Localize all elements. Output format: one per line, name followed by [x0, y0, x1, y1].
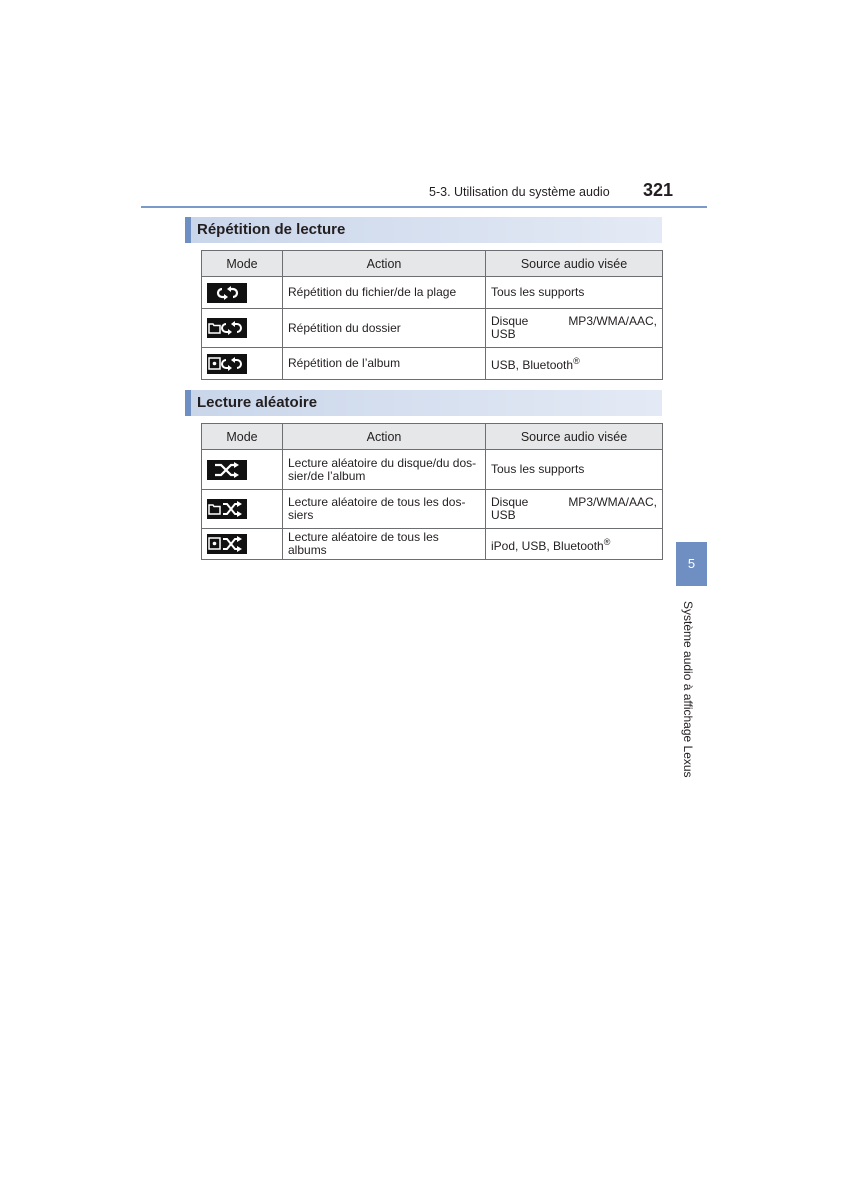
- action-cell: Répétition de l’album: [283, 348, 486, 380]
- source-text: MP3/WMA/AAC,: [568, 495, 657, 509]
- shuffle-albums-icon: [207, 534, 247, 554]
- source-cell: [486, 529, 663, 560]
- action-cell: Lecture aléatoire de tous les albums: [283, 529, 486, 560]
- column-header-source: Source audio visée: [486, 251, 663, 277]
- shuffle-disc-icon: [207, 460, 247, 480]
- source-cell: [486, 348, 663, 380]
- column-header-mode: Mode: [202, 424, 283, 450]
- repeat-table: [201, 250, 663, 380]
- action-text: siers: [288, 508, 314, 522]
- chapter-tab-label: Système audio à affichage Lexus: [681, 601, 695, 778]
- repeat-folder-icon: [207, 318, 247, 338]
- mode-cell: [202, 348, 283, 380]
- column-header-mode: Mode: [202, 251, 283, 277]
- column-header-action: Action: [283, 251, 486, 277]
- source-text: Disque: [491, 495, 529, 509]
- chapter-header: 5-3. Utilisation du système audio: [429, 185, 610, 199]
- source-cell: [486, 490, 663, 529]
- table-row: [202, 490, 663, 529]
- shuffle-folders-icon: [207, 499, 247, 519]
- table-row: [202, 309, 663, 348]
- table-header-row: [202, 251, 663, 277]
- repeat-track-icon: [207, 283, 247, 303]
- mode-cell: [202, 490, 283, 529]
- mode-cell: [202, 450, 283, 490]
- mode-cell: [202, 277, 283, 309]
- registered-mark: ®: [573, 356, 580, 366]
- source-text: USB: [491, 508, 516, 522]
- action-cell: [283, 450, 486, 490]
- action-cell: Répétition du dossier: [283, 309, 486, 348]
- column-header-action: Action: [283, 424, 486, 450]
- chapter-tab: 5: [676, 542, 707, 586]
- source-cell: Tous les supports: [486, 450, 663, 490]
- source-line: [491, 315, 657, 328]
- action-text: sier/de l’album: [288, 468, 366, 483]
- action-text: Lecture aléatoire du disque/du dos-: [288, 455, 477, 470]
- source-text: Disque: [491, 314, 529, 328]
- section-title-shuffle: Lecture aléatoire: [185, 390, 662, 416]
- column-header-source: Source audio visée: [486, 424, 663, 450]
- mode-cell: [202, 529, 283, 560]
- repeat-album-icon: [207, 354, 247, 374]
- action-text: Lecture aléatoire de tous les dos-: [288, 495, 466, 509]
- source-cell: Tous les supports: [486, 277, 663, 309]
- table-row: [202, 529, 663, 560]
- source-cell: [486, 309, 663, 348]
- table-row: [202, 277, 663, 309]
- source-line: [491, 496, 657, 509]
- section-title-repeat: Répétition de lecture: [185, 217, 662, 243]
- header-divider: [141, 206, 707, 208]
- shuffle-table: [201, 423, 663, 560]
- mode-cell: [202, 309, 283, 348]
- source-text: iPod, USB, Bluetooth: [491, 538, 604, 553]
- registered-mark: ®: [603, 536, 611, 547]
- action-cell: Répétition du fichier/de la plage: [283, 277, 486, 309]
- table-header-row: [202, 424, 663, 450]
- table-row: [202, 450, 663, 490]
- page-number: 321: [643, 180, 674, 200]
- action-cell: [283, 490, 486, 529]
- source-text: USB, Bluetooth: [491, 358, 574, 372]
- source-text: MP3/WMA/AAC,: [568, 314, 657, 328]
- table-row: [202, 348, 663, 380]
- source-text: USB: [491, 327, 516, 341]
